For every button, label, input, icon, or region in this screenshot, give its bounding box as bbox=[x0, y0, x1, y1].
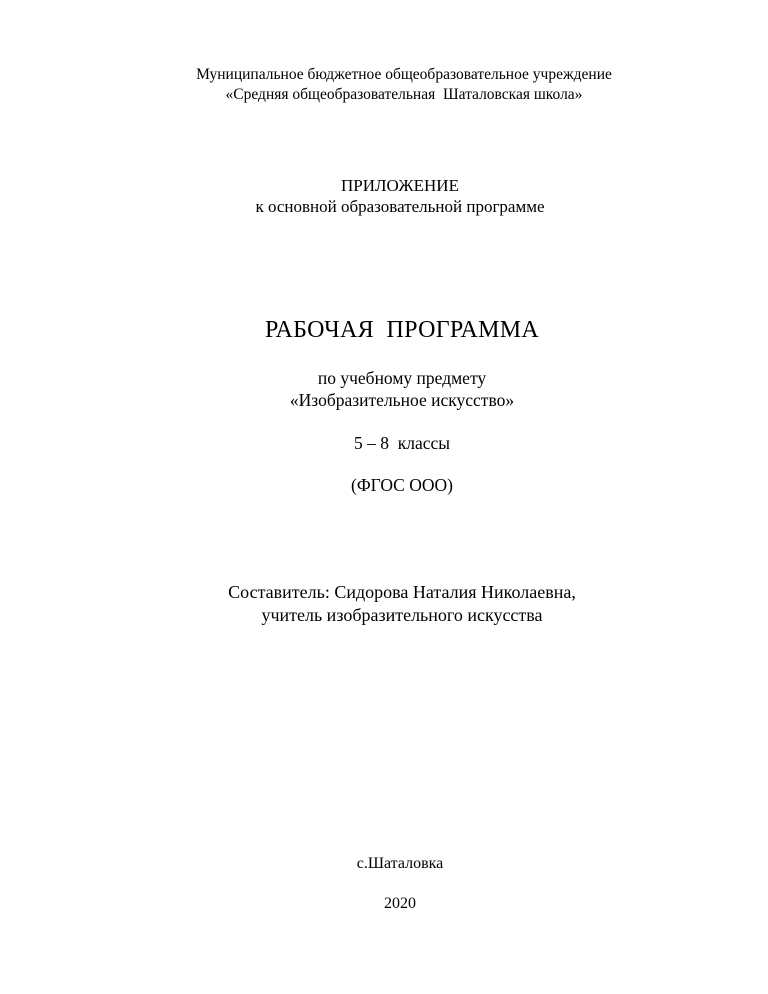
education-standard: (ФГОС ООО) bbox=[351, 475, 453, 495]
institution-name-line-1: Муниципальное бюджетное общеобразовательное учреждение bbox=[196, 66, 612, 83]
year: 2020 bbox=[384, 895, 416, 912]
author-position: учитель изобразительного искусства bbox=[261, 605, 543, 625]
institution-name-line-2: «Средняя общеобразовательная Шаталовская школа» bbox=[225, 86, 583, 103]
place-name: с.Шаталовка bbox=[356, 855, 444, 872]
author-name: Составитель: Сидорова Наталия Николаевна, bbox=[228, 582, 576, 602]
document-title: РАБОЧАЯ ПРОГРАММА bbox=[264, 317, 540, 343]
subject-name: «Изобразительное искусство» bbox=[289, 390, 515, 410]
appendix-heading: ПРИЛОЖЕНИЕ bbox=[341, 176, 459, 195]
appendix-subheading: к основной образовательной программе bbox=[255, 197, 545, 216]
grades-range: 5 – 8 классы bbox=[353, 433, 451, 453]
subject-intro: по учебному предмету bbox=[317, 368, 487, 388]
